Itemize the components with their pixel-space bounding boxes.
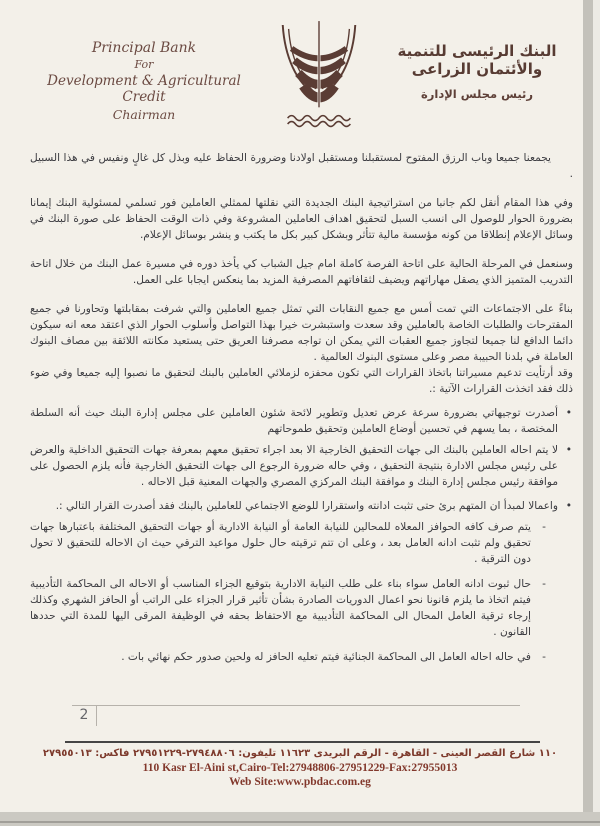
chairman-title-arabic: رئيس مجلس الإدارة <box>420 87 533 101</box>
bank-name-english-line: Development & Agricultural Credit <box>47 73 241 105</box>
bullet-text: أصدرت توجيهاتي بضرورة سرعة عرض تعديل وتطوير لائحة شئون العاملين على مجلس إدارة البنك حيث أنه السلطة المختصة ، بما يسهم في تحسين أوضاع العاملين وتحقيق طموحاتهم <box>30 407 558 435</box>
dash-marker: - <box>542 651 546 663</box>
bank-name-english-line: For <box>134 58 154 71</box>
dash-item <box>30 519 546 567</box>
bank-name-english-line: Chairman <box>112 107 176 122</box>
scan-edge-right <box>583 0 593 826</box>
page-number: 2 <box>72 706 97 726</box>
footer-separator <box>65 741 540 743</box>
footer-address-english: 110 Kasr El-Aini st,Cairo-Tel:27948806-27951229-Fax:27955013 <box>142 762 458 774</box>
dash-marker: - <box>542 521 546 533</box>
bullet-text: لا يتم احاله العاملين بالبنك الى جهات التحقيق الخارجية الا بعد اجراء تحقيق معهم بمعرفة جهات التحقيق الداخلية والعرض على رئيس مجلس الادارة بنتيجة التحقيق ، وفي حاله ضرورة الرجوع الى جهات التحقيق الخارجية فأنه يلزم الحصول على موافقة رئيس مجلس إدارة البنك و موافقة البنك المركزي المصري والجهات المعنية قبل الاحاله . <box>30 444 558 488</box>
bullet-item <box>30 442 573 490</box>
bullet-marker: • <box>565 500 572 512</box>
scan-edge-bottom <box>0 812 600 826</box>
bullet-marker: • <box>565 407 572 419</box>
letterhead <box>28 16 576 140</box>
scan-edge-bottom-line <box>0 821 600 823</box>
paragraph: وسنعمل في المرحلة الحالية على اتاحة الفرصة كاملة امام جيل الشباب كي يأخذ دوره في مسيرة عمل البنك من خلال اتاحة التدريب المتميز الذي يصقل مهاراتهم ويضيف لثقافاتهم المصرفية المزيد بما ينعكس ايجابا على العمل. <box>30 258 573 286</box>
bullet-marker: • <box>565 444 572 456</box>
dash-marker: - <box>542 578 546 590</box>
bank-name-arabic <box>378 16 576 101</box>
paragraph: وفي هذا المقام أنقل لكم جانبا من استراتيجية البنك الجديدة التي نقلتها لممثلي العاملين فور تسلمي لمسئولية البنك إيمانا بضرورة الحوار للوصول الى انسب السبل لتحقيق اهداف العاملين المشروعة وفي ذات الوقت الحفاظ على صورة البنك في وسائل الإعلام إنطلاقا من كونه مؤسسة مالية تتأثر وبشكل كبير بكل ما يكتب و ينشر بوسائل الإعلام. <box>30 197 573 241</box>
footer-address-arabic: ١١٠ شارع القصر العينى - القاهرة - الرقم البريدى ١١٦٢٣ تليفون: ٢٧٩٤٨٨٠٦-٢٧٩٥١٢٢٩ فاكس: ٢٧٩٥٥٠١٣ <box>42 748 558 759</box>
dash-text: في حاله احاله العامل الى المحاكمة الجنائية فيتم تعليه الحافز له ولحين صدور حكم نهائي بات . <box>121 651 531 663</box>
bank-name-english-line: Principal Bank <box>91 40 197 56</box>
paragraph: بناءً على الاجتماعات التي تمت أمس مع جميع النقابات التي تمثل جميع العاملين والتي شرفت بمقابلتها وتحاورنا في جميع المقترحات والطلبات الخاصة بالعاملين وقد سعدت واستبشرت خيرا بهذا التواصل وأسلوب الحوار الذي اعتقد معه انه سيكون دائما الدافع لنا جميعا لتجاوز جميع العقبات التي يمكن ان تواجه مصرفنا العريق حتى يستعيد مكانته اللائقة بين مصاف البنوك العاملة في بلدنا الحبيبة مصر وعلى مستوى البنوك العالمية . <box>30 303 573 363</box>
page-number-block <box>72 705 520 726</box>
paragraph: يجمعنا جميعا وباب الرزق المفتوح لمستقبلنا ومستقبل اولادنا وضرورة الحفاظ عليه وبذل كل غالٍ ونفيس في هذا السبيل . <box>30 152 573 180</box>
decision-sub-list <box>30 519 573 665</box>
scan-edge-right-outer <box>593 0 600 826</box>
bullet-item <box>30 405 573 437</box>
letter-body <box>30 150 573 706</box>
bank-name-english <box>28 16 260 122</box>
bank-title-arabic: البنك الرئيسى للتنمية والأئتمان الزراعى <box>397 42 557 78</box>
dash-item <box>30 576 546 640</box>
dash-text: حال ثبوت ادانه العامل سواء بناء على طلب النيابة الادارية بتوقيع الجزاء المناسب أو الاحاله الى المحاكمة التأديبية فيتم اتخاذ ما يلزم قانونا نحو اعمال الدوريات الصادرة بشأن تأثير قرار الجزاء على الراتب أو الحافز الشهري وكذلك إرجاء ترقية العامل المحال الى المحاكمة التأديبية مع الاحتفاظ بحقه في الوظيفة المرقى اليها للمدة التي حددها القانون . <box>30 578 531 638</box>
decision-bullet-list <box>30 405 573 514</box>
page-number-rule <box>72 705 520 706</box>
paragraph: وقد أرتأيت تدعيم مسيراتنا باتخاذ القرارات التي تكون محفزه لزملائي العاملين بالبنك لتحقيق ما نصبوا إليه جميعا وفي ضوء ذلك فقد اتخذت القرارات الآتية :. <box>30 367 573 395</box>
footer-website: Web Site:www.pbdac.com.eg <box>229 776 371 788</box>
dash-item <box>30 649 546 665</box>
bullet-text: واعمالا لمبدأ ان المتهم برئ حتى تثبت ادانته واستقرارا للوضع الاجتماعي للعاملين بالبنك فقد أصدرت القرار التالي :. <box>55 500 558 512</box>
letter-footer <box>0 741 600 788</box>
bullet-item <box>30 498 573 514</box>
dash-text: يتم صرف كافه الحوافز المعلاه للمحالين للنيابة العامة أو النيابة الادارية أو جهات التحقيق المختلفة باعتبارها جهات تحقيق ولم تثبت ادانه العامل بعد ، وعلى ان تتم ترقيته حال حلول مواعيد الترقي حيث ان الاحاله للتحقيق لا تحول دون الترقية . <box>30 521 531 565</box>
wheat-sheaf-logo-icon <box>260 16 378 134</box>
